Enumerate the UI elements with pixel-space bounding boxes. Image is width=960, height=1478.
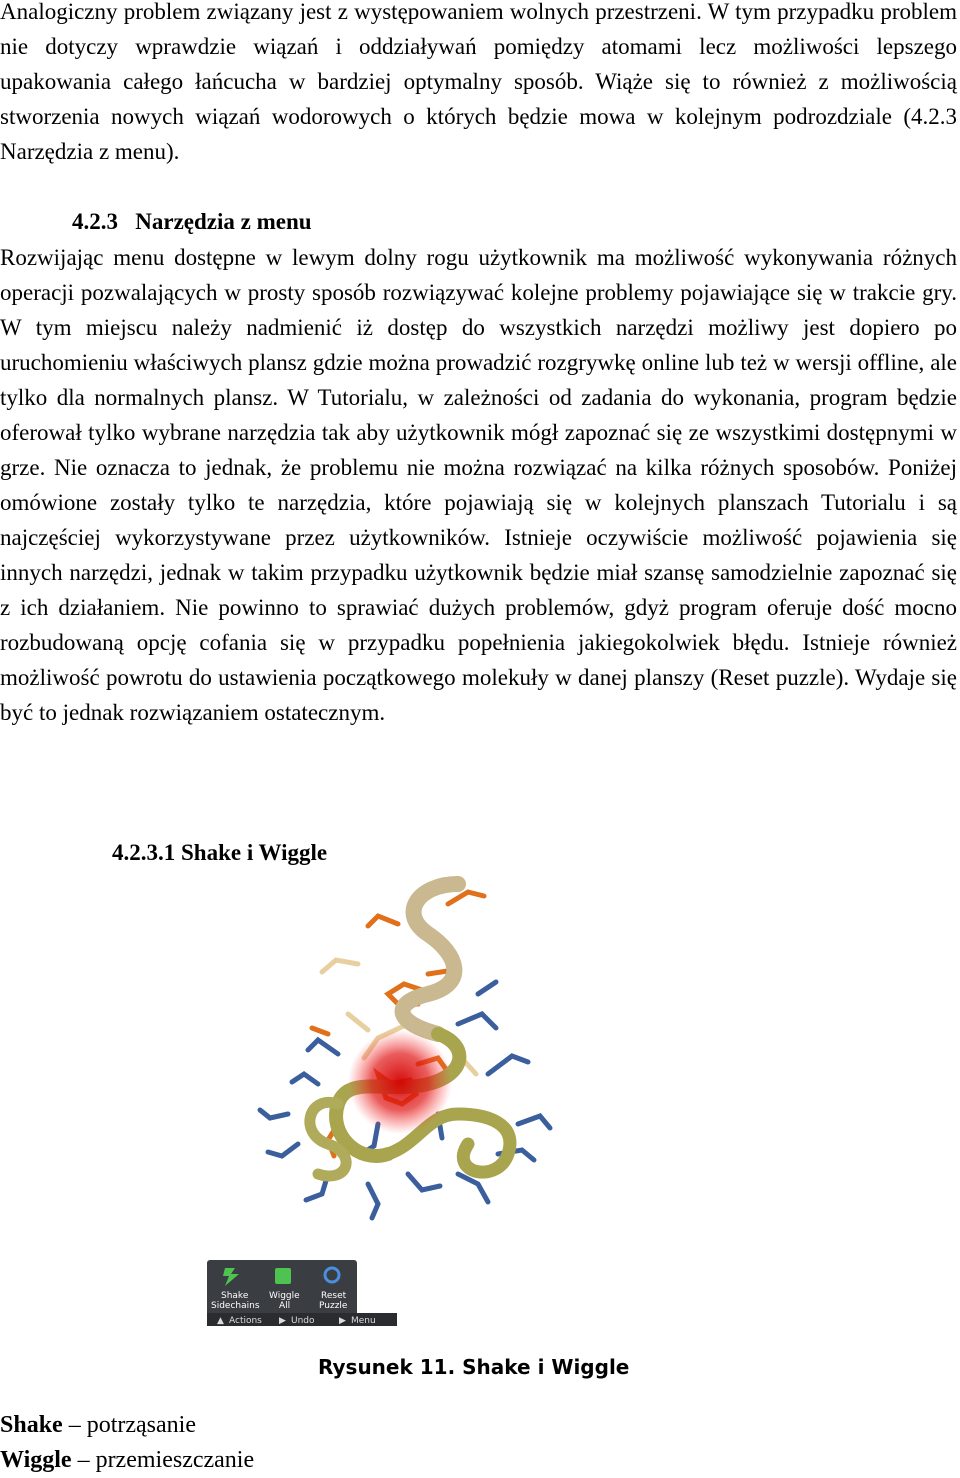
undo-tab[interactable] bbox=[279, 1316, 315, 1326]
subsection-heading bbox=[112, 838, 327, 868]
actions-arrow-icon: ▲ bbox=[217, 1316, 224, 1326]
reset-label-2: Puzzle bbox=[319, 1301, 348, 1311]
subsection-number: 4.2.3.1 bbox=[112, 840, 176, 865]
shake-label-1: Shake bbox=[221, 1291, 249, 1301]
definition-term: Shake bbox=[0, 1412, 63, 1438]
tool-menu bbox=[207, 1258, 397, 1328]
tool-menu-graphic bbox=[207, 1258, 397, 1328]
clash-indicator bbox=[348, 1030, 452, 1134]
menu-tab[interactable] bbox=[339, 1316, 376, 1326]
intro-paragraph: Analogiczny problem związany jest z występowaniem wolnych przestrzeni. W tym przypadku problem nie dotyczy wprawdzie wiązań i oddziaływań pomiędzy atomami lecz możliwości lepszego upakowania całego łańcucha w bardziej optymalny sposób. Wiąże się to również z możliwością stworzenia nowych wiązań wodorowych o których będzie mowa w kolejnym podrozdziale (4.2.3 Narzędzia z menu). bbox=[0, 0, 957, 164]
definition-wiggle: Wiggle – przemieszczanie bbox=[0, 1447, 255, 1473]
section-heading bbox=[72, 207, 312, 237]
actions-label: Actions bbox=[229, 1316, 262, 1326]
definition-term: Wiggle bbox=[0, 1447, 72, 1473]
actions-tab[interactable] bbox=[217, 1316, 262, 1326]
menu-paragraph: Rozwijając menu dostępne w lewym dolny rogu użytkownik ma możliwość wykonywania różnych operacji pozwalających w prosty sposób rozwiązywać kolejne problemy pojawiające się w trakcie gry. W tym miejscu należy nadmienić iż dostęp do wszystkich narzędzi możliwy jest dopiero po uruchomieniu właściwych plansz gdzie można prowadzić rozgrywkę online lub też w wersji offline, ale tylko dla normalnych plansz. W Tutorialu, w zależności od zadania do wykonania, program będzie oferował tylko wybrane narzędzia tak aby użytkownik mógł zapoznać się ze wszystkimi dostępnymi w grze. Nie oznacza to jednak, że problemu nie można rozwiązać na kilka różnych sposobów. Poniżej omówione zostały tylko te narzędzia, które pojawiają się w kolejnych planszach Tutorialu i są najczęściej wykorzystywane przez użytkowników. Istnieje oczywiście możliwość pojawienia się innych narzędzi, jednak w takim przypadku użytkownik będzie miał szansę samodzielnie zapoznać się z ich działaniem. Nie powinno to sprawiać dużych problemów, gdyż program oferuje dość mocno rozbudowaną opcję cofania się w przypadku popełnienia jakiegokolwiek błędu. Istnieje również możliwość powrotu do ustawienia początkowego molekuły w danej planszy (Reset puzzle). Wydaje się być to jednak rozwiązaniem ostatecznym. bbox=[0, 245, 957, 725]
reset-label-1: Reset bbox=[321, 1291, 347, 1301]
shake-label-2: Sidechains bbox=[211, 1301, 260, 1311]
definition-desc: przemieszczanie bbox=[95, 1447, 255, 1473]
menu-arrow-icon: ▶ bbox=[339, 1316, 346, 1326]
section-title: Narzędzia z menu bbox=[135, 209, 312, 234]
section-number: 4.2.3 bbox=[72, 209, 118, 234]
wiggle-icon bbox=[275, 1268, 291, 1284]
protein-figure bbox=[228, 874, 564, 1226]
subsection-title: Shake i Wiggle bbox=[181, 840, 328, 865]
definition-desc: potrząsanie bbox=[86, 1412, 196, 1438]
wiggle-label-1: Wiggle bbox=[269, 1291, 300, 1301]
wiggle-label-2: All bbox=[279, 1301, 291, 1311]
figure-caption: Rysunek 11. Shake i Wiggle bbox=[318, 1355, 630, 1379]
menu-label: Menu bbox=[351, 1316, 376, 1326]
definition-shake: Shake – potrząsanie bbox=[0, 1412, 196, 1438]
undo-label: Undo bbox=[291, 1316, 315, 1326]
undo-arrow-icon: ▶ bbox=[279, 1316, 286, 1326]
